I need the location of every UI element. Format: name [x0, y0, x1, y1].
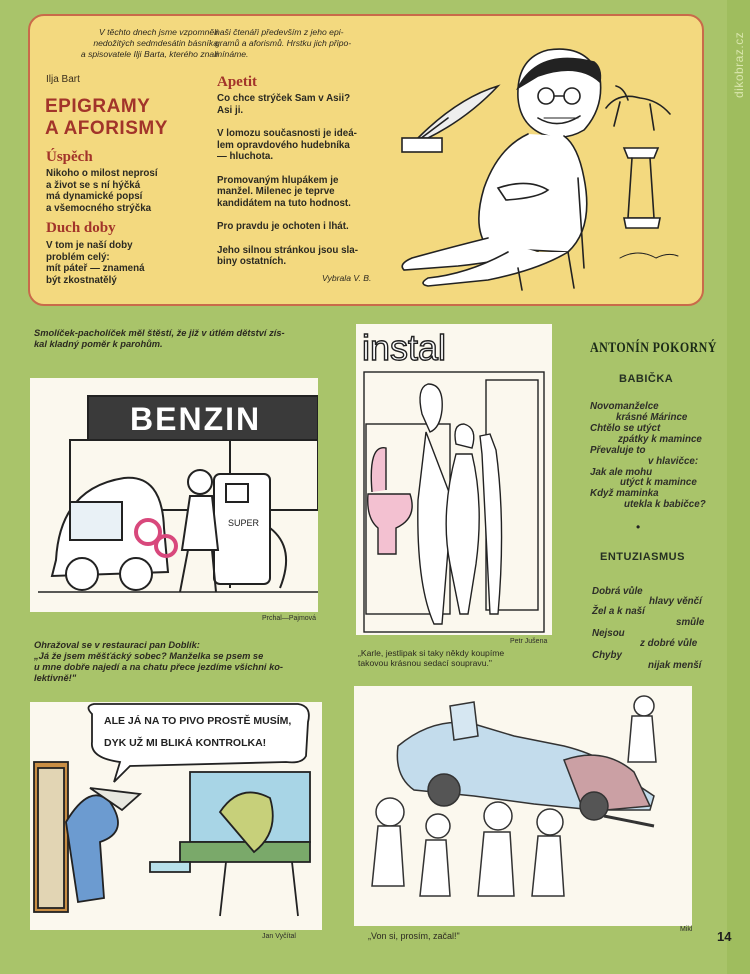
poem-line: Chyby [592, 650, 622, 661]
epigram-text: Nikoho o milost neprosí a život se s ní hýčká má dynamické popsí a všemocného strýčka [46, 168, 158, 214]
poem-title-babicka: BABIČKA [619, 373, 674, 385]
gas-station-cartoon [30, 378, 318, 612]
aphorism: Jeho silnou stránkou jsou sla- biny ostatních. [217, 244, 358, 267]
poem-line: utekla k babičce? [624, 499, 706, 510]
title-line-2: A AFORISMY [45, 118, 168, 139]
poem-line: Dobrá vůle [592, 586, 643, 597]
cartoon-3-frame [30, 702, 322, 930]
epigram-uspech [46, 168, 216, 214]
section-bullet: • [636, 520, 641, 534]
selected-by: Vybrala V. B. [322, 273, 372, 283]
caption-cartoon-2: „Karle, jestlipak si taky někdy koupíme takovou krásnou sedací soupravu." [358, 648, 505, 668]
right-margin-band [727, 0, 750, 974]
page-number: 14 [717, 929, 732, 944]
poem-line: Převaluje to [590, 445, 646, 456]
credit-cartoon-3: Jan Vyčítal [262, 933, 296, 940]
benzin-sign: BENZIN [130, 401, 262, 437]
heading-duch-doby: Duch doby [46, 220, 116, 236]
poem-line: Novomanželce [590, 401, 659, 412]
poem-line: nijak menší [648, 660, 702, 671]
aphorism: V lomozu současnosti je ideá- lem opravdového hudebníka — hluchota. [217, 128, 357, 162]
pump-label: SUPER [228, 518, 260, 528]
poem-line: zpátky k mamince [618, 434, 702, 445]
poem-title-entuziasmus: ENTUZIASMUS [600, 551, 685, 563]
portrait-caricature [388, 38, 688, 298]
poet-name: ANTONÍN POKORNÝ [590, 340, 717, 356]
caption-cartoon-1: Smolíček-pacholíček měl štěstí, že již v útlém dětství zís- kal kladný poměr k parohům. [34, 328, 285, 349]
poem-line: Žel a k naší [592, 606, 645, 617]
cartoon-2-frame [356, 324, 552, 635]
heading-uspech: Úspěch [46, 149, 93, 165]
poem-line: Jak ale mohu [590, 467, 653, 478]
credit-cartoon-2: Petr Jušena [510, 638, 548, 645]
credit-cartoon-4: Mikl [680, 926, 693, 933]
poem-line: utýct k mamince [620, 477, 697, 488]
poem-line: Chtělo se utýct [590, 423, 661, 434]
aphorism: Pro pravdu je ochoten i lhát. [217, 221, 349, 232]
aphorism: Co chce strýček Sam v Asii? Asi ji. [217, 93, 351, 116]
caption-cartoon-4: „Von si, prosím, začal!" [368, 931, 460, 941]
epigram-duch-doby [46, 240, 216, 286]
poem-line: krásné Márince [616, 412, 688, 423]
instal-sign: instal [362, 327, 447, 368]
poem-line: hlavy věnčí [649, 596, 702, 607]
watermark: dikobraz.cz [732, 31, 746, 98]
poem-line: Když maminka [590, 488, 659, 499]
heading-apetit: Apetit [217, 74, 257, 90]
credit-cartoon-1: Prchal—Pajmová [262, 615, 317, 622]
poem-line: v hlavičce: [648, 456, 699, 467]
speech-line-1: ALE JÁ NA TO PIVO PROSTĚ MUSÍM, [104, 715, 292, 727]
intro-left: V těchto dnech jsme vzpomněli nedožitých sedmdesátin básníka a spisovatele Ilji Barta, kterého znali [80, 27, 218, 59]
author-name: Ilja Bart [46, 74, 80, 85]
intro-right: naši čtenáři především z jeho epi- gramů a aforismů. Hrstku jich připo- mínáme. [215, 27, 352, 59]
showroom-cartoon [356, 324, 552, 635]
caption-cartoon-3: Ohražoval se v restauraci pan Doblík: „Já že jsem měšťácký sobec? Manželka se psem se u mne dobře najedí a na chatu přece jezdíme všichni ko- lektivně!" [34, 640, 284, 683]
epigram-text: V tom je naší doby problém celý: mít páteř — znamená být zkostnatělý [46, 240, 145, 286]
aphorism-column [217, 93, 375, 268]
poem-line: smůle [676, 617, 705, 628]
restaurant-cartoon [30, 702, 322, 930]
poem-line: z dobré vůle [640, 638, 698, 649]
car-crash-cartoon [354, 686, 692, 926]
poem-line: Nejsou [592, 628, 625, 639]
cartoon-1-frame [30, 378, 318, 612]
speech-line-2: DYK UŽ MI BLIKÁ KONTROLKA! [104, 737, 267, 749]
title-line-1: EPIGRAMY [45, 96, 151, 117]
cartoon-4-frame [354, 686, 692, 926]
aphorism: Promovaným hlupákem je manžel. Milenec je teprve kandidátem na tuto hodnost. [217, 174, 351, 209]
page-title [45, 96, 168, 140]
